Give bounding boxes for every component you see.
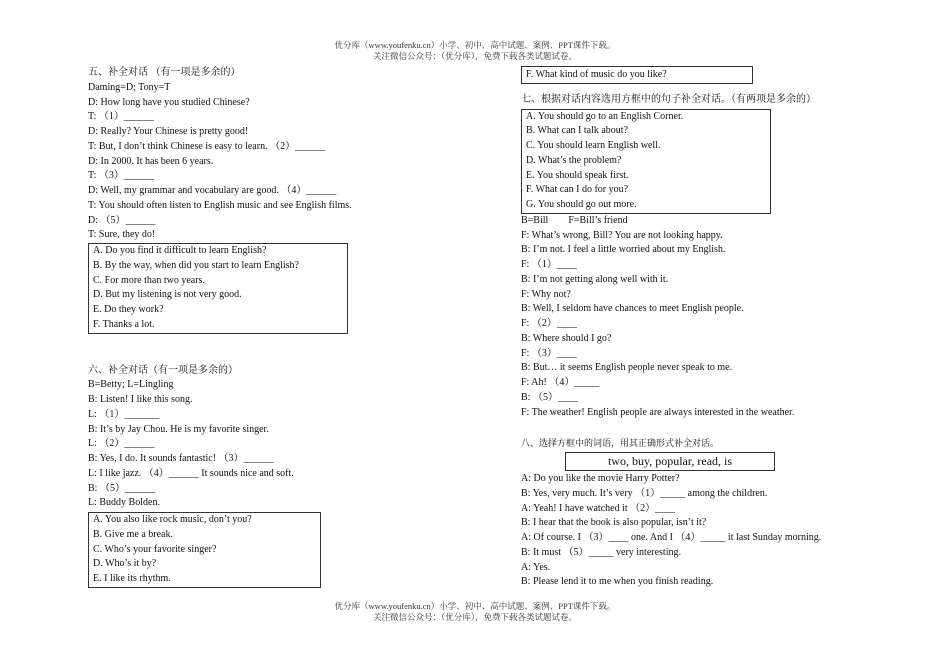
header-line-1: 优分库（www.youfenku.cn）小学、初中、高中试题、案例、PPT课件下载。	[334, 40, 616, 50]
dialogue-line: D: （5）______	[88, 214, 156, 226]
dialogue-line: B: I hear that the book is also popular, isn’t it?	[521, 517, 707, 529]
section-5	[88, 66, 418, 334]
page-footer	[0, 601, 950, 623]
dialogue-line: D: Really? Your Chinese is pretty good!	[88, 126, 249, 137]
dialogue-line: T: Sure, they do!	[88, 229, 156, 241]
dialogue-line: B: It must （5）_____ very interesting.	[521, 546, 681, 558]
dialogue-line: B: I’m not. I feel a little worried about my English.	[521, 244, 726, 256]
dialogue-line: T: But, I don’t think Chinese is easy to learn. （2）______	[88, 140, 326, 152]
dialogue-line: B: Yes, I do. It sounds fantastic! （3）______	[88, 453, 274, 464]
dialogue-line: F: （1）____	[521, 259, 577, 270]
dialogue-line: F: Why not?	[521, 288, 571, 300]
section-8-title: 八、选择方框中的词语，用其正确形式补全对话。	[521, 438, 720, 449]
dialogue-line: B: Please lend it to me when you finish reading.	[521, 576, 714, 588]
dialogue-line: B: But… it seems English people never speak to me.	[521, 362, 733, 374]
option-item: E. Do they work?	[93, 304, 164, 315]
dialogue-line: D: In 2000. It has been 6 years.	[88, 155, 214, 167]
option-item: G. You should go out more.	[526, 199, 637, 210]
dialogue-line: F: The weather! English people are always interested in the weather.	[521, 406, 795, 418]
section-6-options-continued	[521, 66, 753, 84]
dialogue-line: B: （5）____	[521, 391, 578, 403]
section-6-options-box	[88, 512, 321, 588]
dialogue-line: B: Where should I go?	[521, 332, 612, 344]
section-7-options-box	[521, 109, 771, 214]
option-item: E. I like its rhythm.	[93, 573, 171, 584]
option-item: C. Who’s your favorite singer?	[93, 543, 217, 555]
dialogue-line: A: Of course. I （3）____ one. And I （4）_____ it last Sunday morning.	[521, 532, 822, 543]
dialogue-line: A: Yeah! I have watched it （2）____	[521, 502, 676, 514]
option-item: B. Give me a break.	[93, 528, 173, 540]
dialogue-line: B: Yes, very much. It’s very （1）_____ among the children.	[521, 487, 768, 499]
option-item: A. You should go to an English Corner.	[526, 110, 684, 122]
section-7-title: 七、根据对话内容选用方框中的句子补全对话。（有两项是多余的）	[521, 93, 816, 105]
dialogue-line: L: I like jazz. （4）______ It sounds nice and soft.	[88, 467, 294, 479]
footer-line-2: 关注微信公众号：（优分库），免费下载各类试题试卷。	[372, 612, 577, 622]
dialogue-line: L: （2）______	[88, 438, 155, 450]
dialogue-line: B=Betty; L=Lingling	[88, 379, 174, 391]
dialogue-line: B: Well, I seldom have chances to meet English people.	[521, 303, 744, 315]
dialogue-line: B=Bill F=Bill’s friend	[521, 214, 628, 226]
footer-line-1: 优分库（www.youfenku.cn）小学、初中、高中试题、案例、PPT课件下载。	[334, 601, 616, 611]
option-item: B. By the way, when did you start to learn English?	[93, 259, 299, 271]
option-item: C. You should learn English well.	[526, 140, 661, 151]
option-item: D. What’s the problem?	[526, 154, 622, 166]
dialogue-line: F: Ah! （4）_____	[521, 377, 600, 388]
dialogue-line: B: I’m not getting along well with it.	[521, 273, 669, 285]
option-item: D. Who’s it by?	[93, 558, 157, 570]
option-item: F. What can I do for you?	[526, 184, 629, 196]
dialogue-line: B: It’s by Jay Chou. He is my favorite singer.	[88, 423, 269, 435]
dialogue-line: F: （3）____	[521, 347, 577, 359]
left-column	[88, 66, 418, 588]
option-item: F. Thanks a lot.	[93, 318, 155, 330]
right-column	[521, 66, 871, 590]
dialogue-line: L: Buddy Bolden.	[88, 497, 160, 509]
option-item: B. What can I talk about?	[526, 125, 629, 137]
dialogue-line: T: （1）______	[88, 111, 154, 123]
dialogue-line: B: （5）______	[88, 482, 155, 494]
option-item: F. What kind of music do you like?	[526, 69, 667, 80]
section-6-title: 六、补全对话（有一项是多余的）	[88, 364, 238, 376]
option-item: D. But my listening is not very good.	[93, 289, 242, 301]
section-8	[521, 436, 871, 590]
option-item: A. You also like rock music, don’t you?	[93, 514, 252, 525]
dialogue-line: F: （2）____	[521, 318, 577, 329]
dialogue-line: Daming=D; Tony=T	[88, 81, 171, 93]
section-7	[521, 93, 871, 421]
option-item: C. For more than two years.	[93, 274, 205, 286]
option-item: E. You should speak first.	[526, 169, 629, 181]
dialogue-line: D: Well, my grammar and vocabulary are good. （4）______	[88, 185, 337, 196]
dialogue-line: L: （1）_______	[88, 408, 160, 420]
header-line-2: 关注微信公众号：（优分库），免费下载各类试题试卷。	[372, 51, 577, 61]
dialogue-line: A: Yes.	[521, 561, 551, 573]
page-header	[0, 40, 950, 62]
dialogue-line: D: How long have you studied Chinese?	[88, 96, 250, 108]
dialogue-line: F: What’s wrong, Bill? You are not looking happy.	[521, 229, 723, 241]
dialogue-line: A: Do you like the movie Harry Potter?	[521, 473, 680, 484]
section-8-word-box: two, buy, popular, read, is	[565, 452, 775, 471]
section-5-options-box	[88, 243, 348, 334]
section-5-title: 五、补全对话 （有一项是多余的）	[88, 67, 241, 78]
dialogue-line: T: （3）______	[88, 170, 154, 182]
option-item: A. Do you find it difficult to learn English?	[93, 245, 267, 256]
section-6	[88, 364, 418, 588]
dialogue-line: B: Listen! I like this song.	[88, 394, 193, 405]
dialogue-line: T: You should often listen to English music and see English films.	[88, 199, 352, 211]
